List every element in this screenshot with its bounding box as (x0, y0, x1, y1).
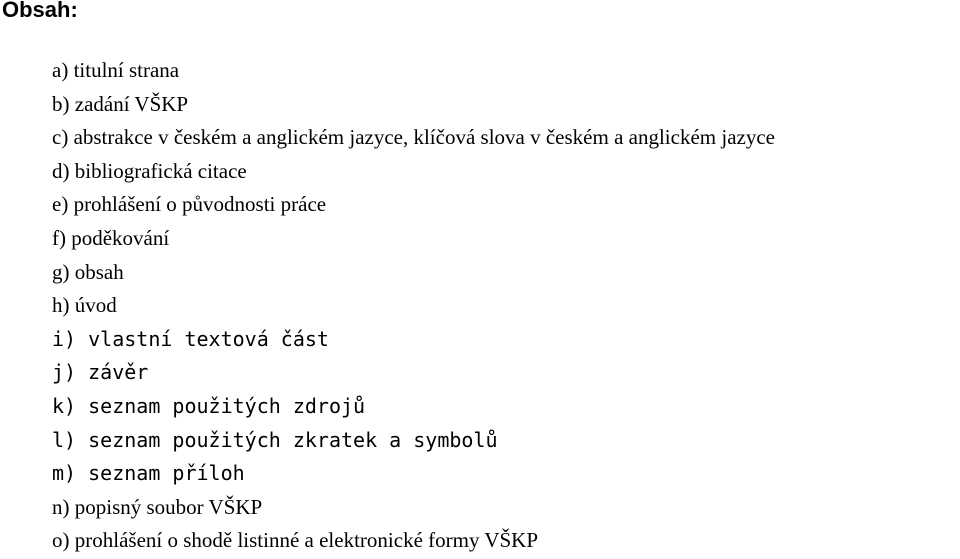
contents-item-j: j) závěr (52, 360, 149, 385)
contents-list (52, 54, 775, 558)
contents-item-n: n) popisný soubor VŠKP (52, 494, 263, 519)
page-heading: Obsah: (2, 0, 78, 22)
contents-item-e: e) prohlášení o původnosti práce (52, 192, 327, 217)
contents-item-m: m) seznam příloh (52, 461, 245, 486)
contents-item-i: i) vlastní textová část (52, 326, 329, 351)
contents-item-d: d) bibliografická citace (52, 158, 247, 183)
contents-item-h: h) úvod (52, 293, 117, 318)
contents-item-a: a) titulní strana (52, 58, 180, 82)
contents-item-g: g) obsah (52, 259, 124, 284)
contents-item-c: c) abstrakce v českém a anglickém jazyce, klíčová slova v českém a anglickém jazyce (52, 125, 775, 150)
contents-item-o: o) prohlášení o shodě listinné a elektronické formy VŠKP (52, 528, 539, 553)
contents-item-f: f) poděkování (52, 225, 170, 250)
contents-item-l: l) seznam použitých zkratek a symbolů (52, 427, 498, 452)
contents-item-k: k) seznam použitých zdrojů (52, 393, 366, 418)
contents-item-b: b) zadání VŠKP (52, 91, 189, 116)
